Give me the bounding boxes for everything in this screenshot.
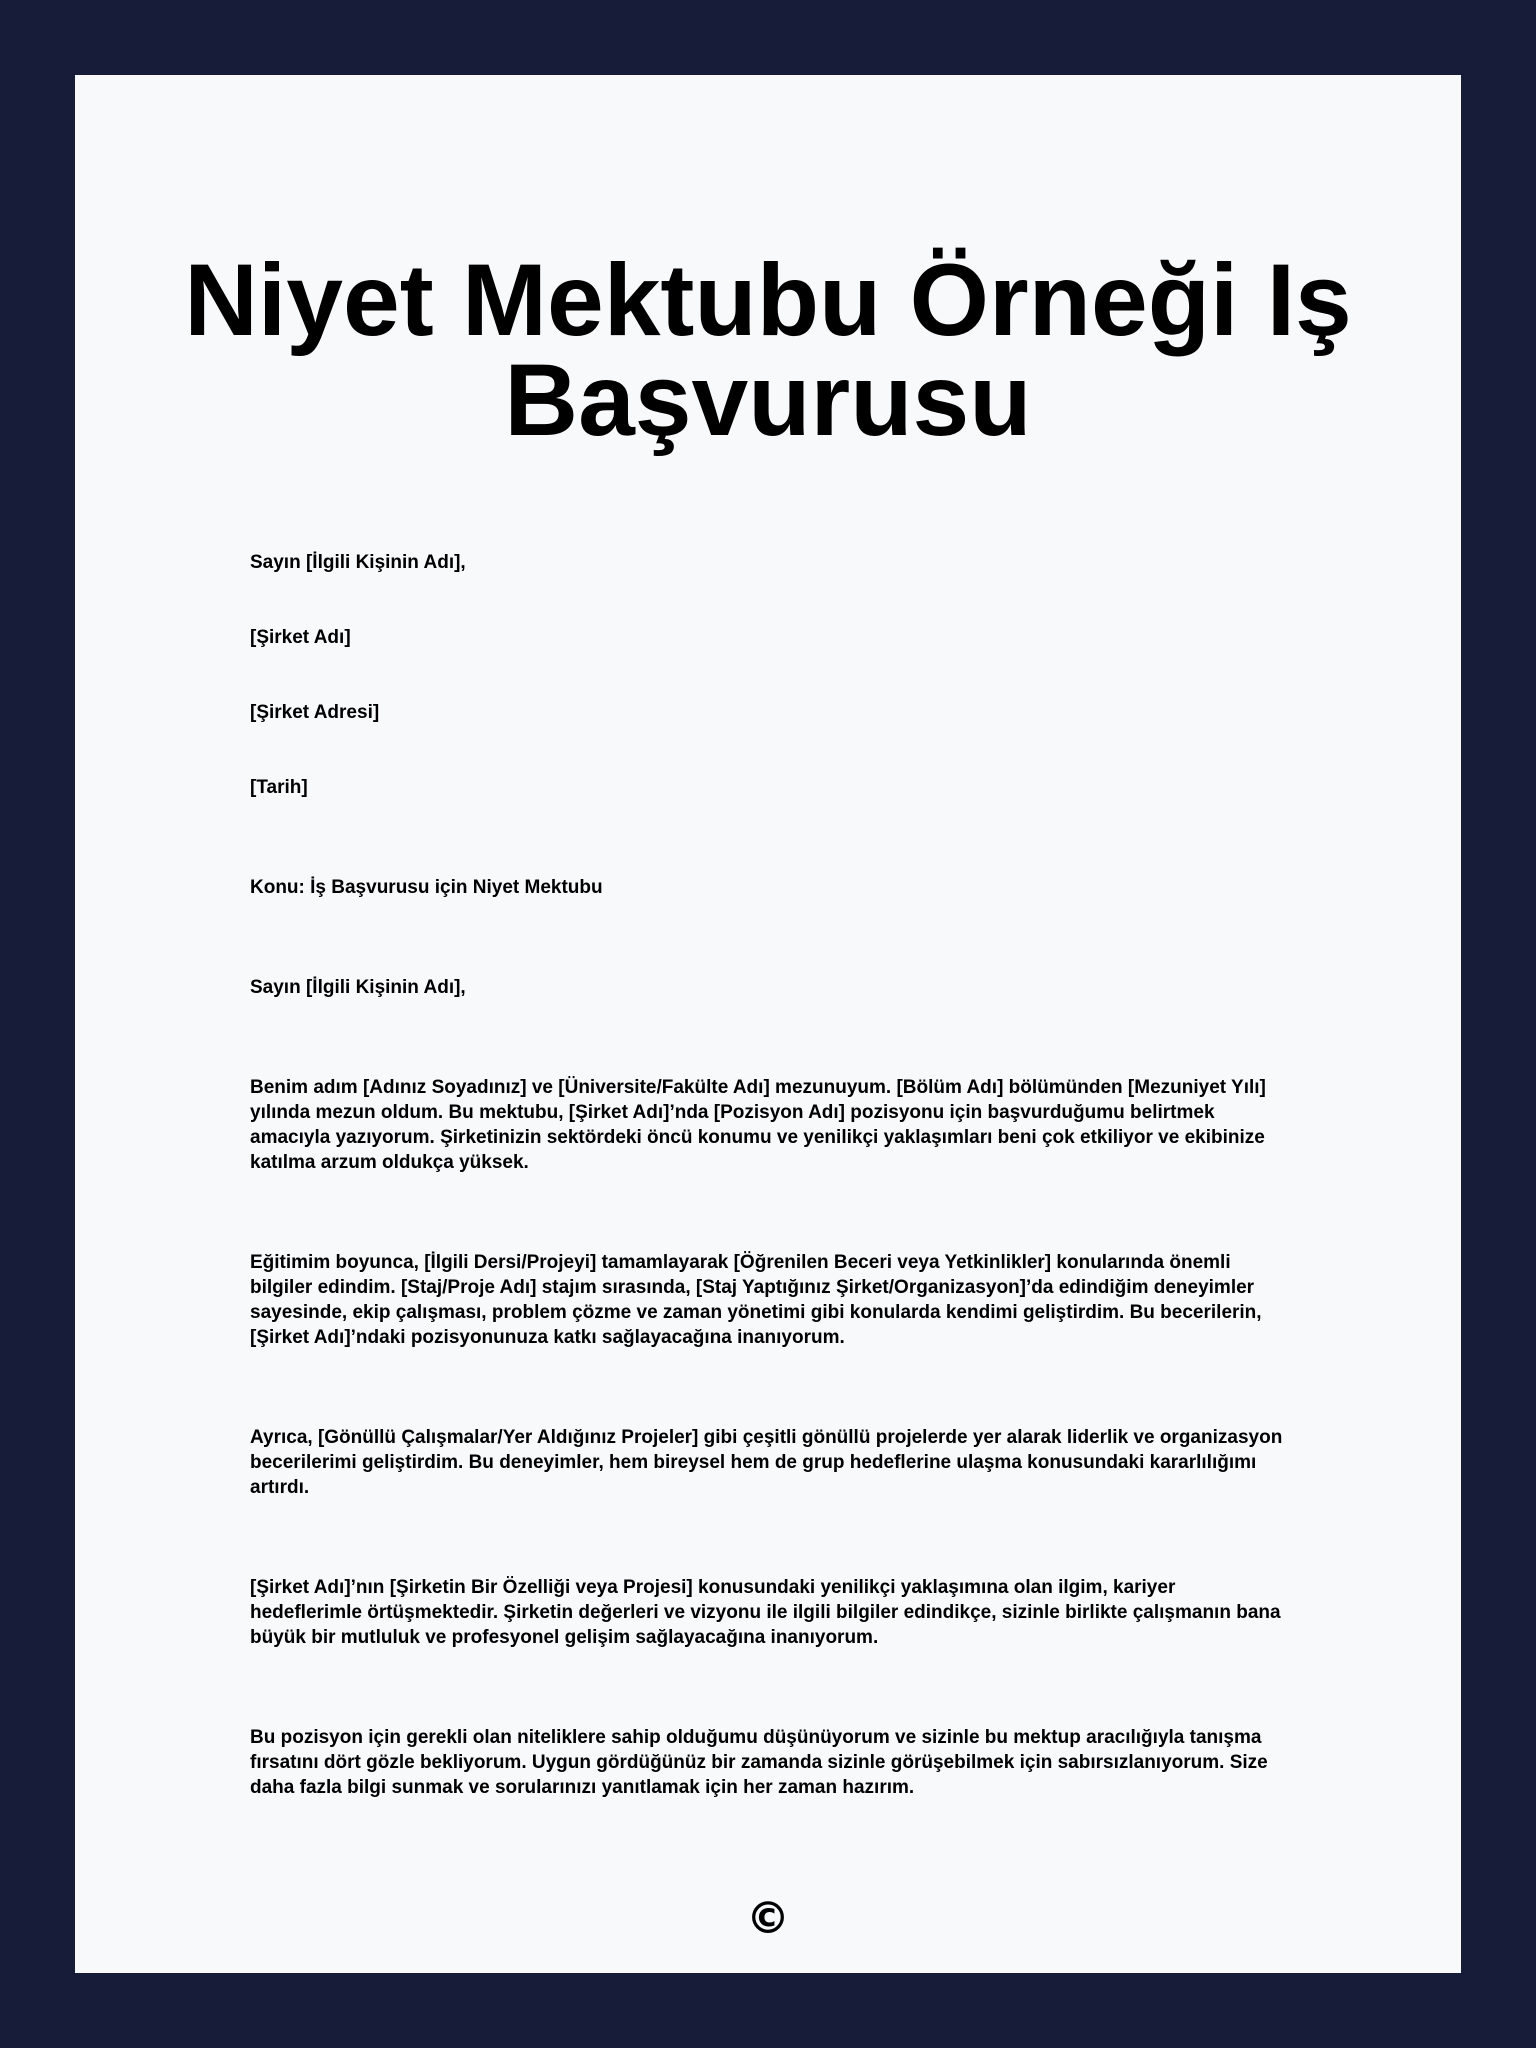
paragraph-3: Ayrıca, [Gönüllü Çalışmalar/Yer Aldığınız Projeler] gibi çeşitli gönüllü projelerde yer alarak liderlik ve organizasyon becerilerimi geliştirdim. Bu deneyimler, hem bireysel hem de grup hedeflerine ulaşma konusundaki kararlılığımı artırdı.: [250, 1427, 1283, 1498]
salutation-top: Sayın [İlgili Kişinin Adı],: [250, 552, 466, 573]
paragraph-5: Bu pozisyon için gerekli olan niteliklere sahip olduğumu düşünüyorum ve sizinle bu mektup aracılığıyla tanışma fırsatını dört gözle bekliyorum. Uygun gördüğünüz bir zamanda sizinle görüşebilmek için sabırsızlanıyorum. Size daha fazla bilgi sunmak ve sorularınızı yanıtlamak için her zaman hazırım.: [250, 1727, 1268, 1798]
document-page: [75, 75, 1461, 1973]
salutation: Sayın [İlgili Kişinin Adı],: [250, 977, 466, 998]
document-title: Niyet Mektubu Örneği Iş Başvurusu: [184, 243, 1352, 457]
paragraph-2: Eğitimim boyunca, [İlgili Dersi/Projeyi] tamamlayarak [Öğrenilen Beceri veya Yetkinlikler] konularında önemli bilgiler edindim. [Staj/Proje Adı] stajım sırasında, [Staj Yaptığınız Şirket/Organizasyon]’da edindiğim deneyimler sayesinde, ekip çalışması, problem çözme ve zaman yönetimi gibi konularda kendimi geliştirdim. Bu becerilerin, [Şirket Adı]’ndaki pozisyonunuza katkı sağlayacağına inanıyorum.: [250, 1252, 1262, 1348]
paragraph-4: [Şirket Adı]’nın [Şirketin Bir Özelliği veya Projesi] konusundaki yenilikçi yaklaşımına olan ilgim, kariyer hedeflerimle örtüşmektedir. Şirketin değerleri ve vizyonu ile ilgili bilgiler edindikçe, sizinle birlikte çalışmanın bana büyük bir mutluluk ve profesyonel gelişim sağlayacağına inanıyorum.: [250, 1577, 1281, 1648]
company-address: [Şirket Adresi]: [250, 702, 380, 723]
copyright-icon: ©: [746, 1893, 790, 1944]
subject-line: Konu: İş Başvurusu için Niyet Mektubu: [250, 877, 603, 898]
letter-date: [Tarih]: [250, 777, 308, 798]
company-name: [Şirket Adı]: [250, 627, 351, 648]
paragraph-1: Benim adım [Adınız Soyadınız] ve [Üniversite/Fakülte Adı] mezunuyum. [Bölüm Adı] bölümünden [Mezuniyet Yılı] yılında mezun oldum. Bu mektubu, [Şirket Adı]’nda [Pozisyon Adı] pozisyonu için başvurduğumu belirtmek amacıyla yazıyorum. Şirketinizin sektördeki öncü konumu ve yenilikçi yaklaşımları beni çok etkiliyor ve ekibinize katılma arzum oldukça yüksek.: [250, 1077, 1266, 1173]
